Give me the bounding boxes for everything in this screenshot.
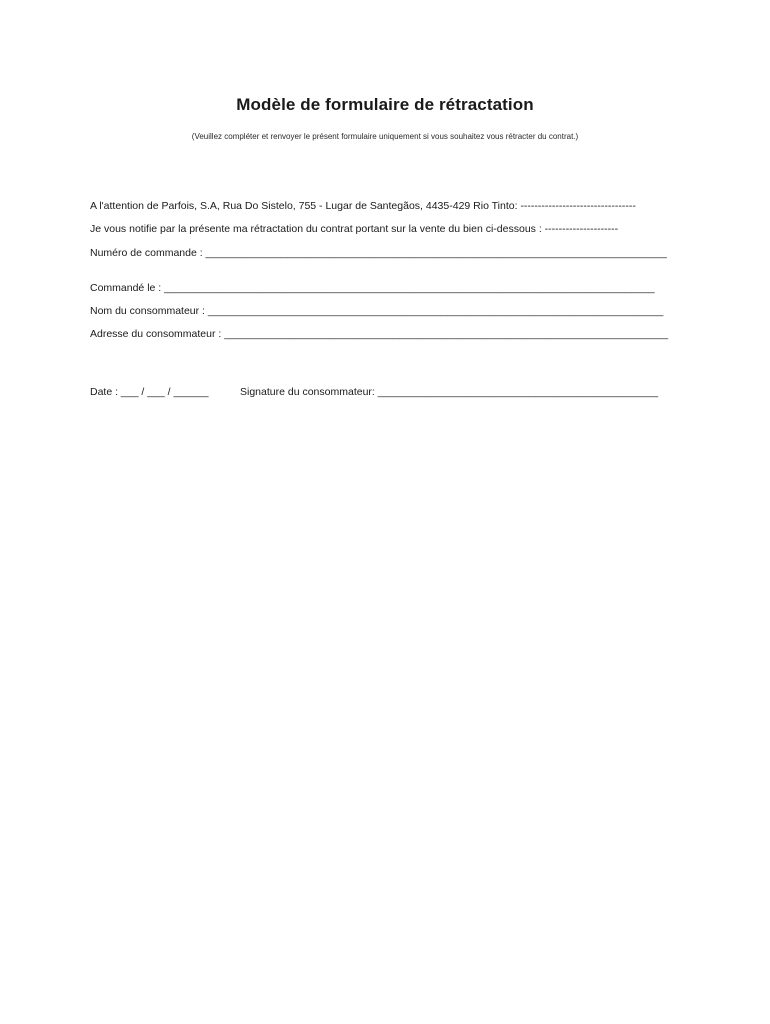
form-title: Modèle de formulaire de rétractation [236,95,534,114]
ordered-on-field: Commandé le : ____________________________________________________________________________________ [90,282,655,294]
signature-field: Signature du consommateur: ________________________________________________ [240,386,659,398]
form-instructions: (Veuillez compléter et renvoyer le présent formulaire uniquement si vous souhaitez vous rétracter du contrat.) [191,132,579,141]
consumer-name-field: Nom du consommateur : ______________________________________________________________________________ [90,305,664,317]
recipient-line: A l'attention de Parfois, S.A, Rua Do Sistelo, 755 - Lugar de Santegãos, 4435-429 Rio Tinto: --------------------------------- [90,200,636,212]
order-number-field: Numéro de commande : _______________________________________________________________________________ [90,247,667,259]
date-field: Date : ___ / ___ / ______ [90,386,209,398]
notification-line: Je vous notifie par la présente ma rétractation du contrat portant sur la vente du bien ci-dessous : --------------------- [90,223,619,235]
consumer-address-field: Adresse du consommateur : ____________________________________________________________________________ [90,328,669,340]
